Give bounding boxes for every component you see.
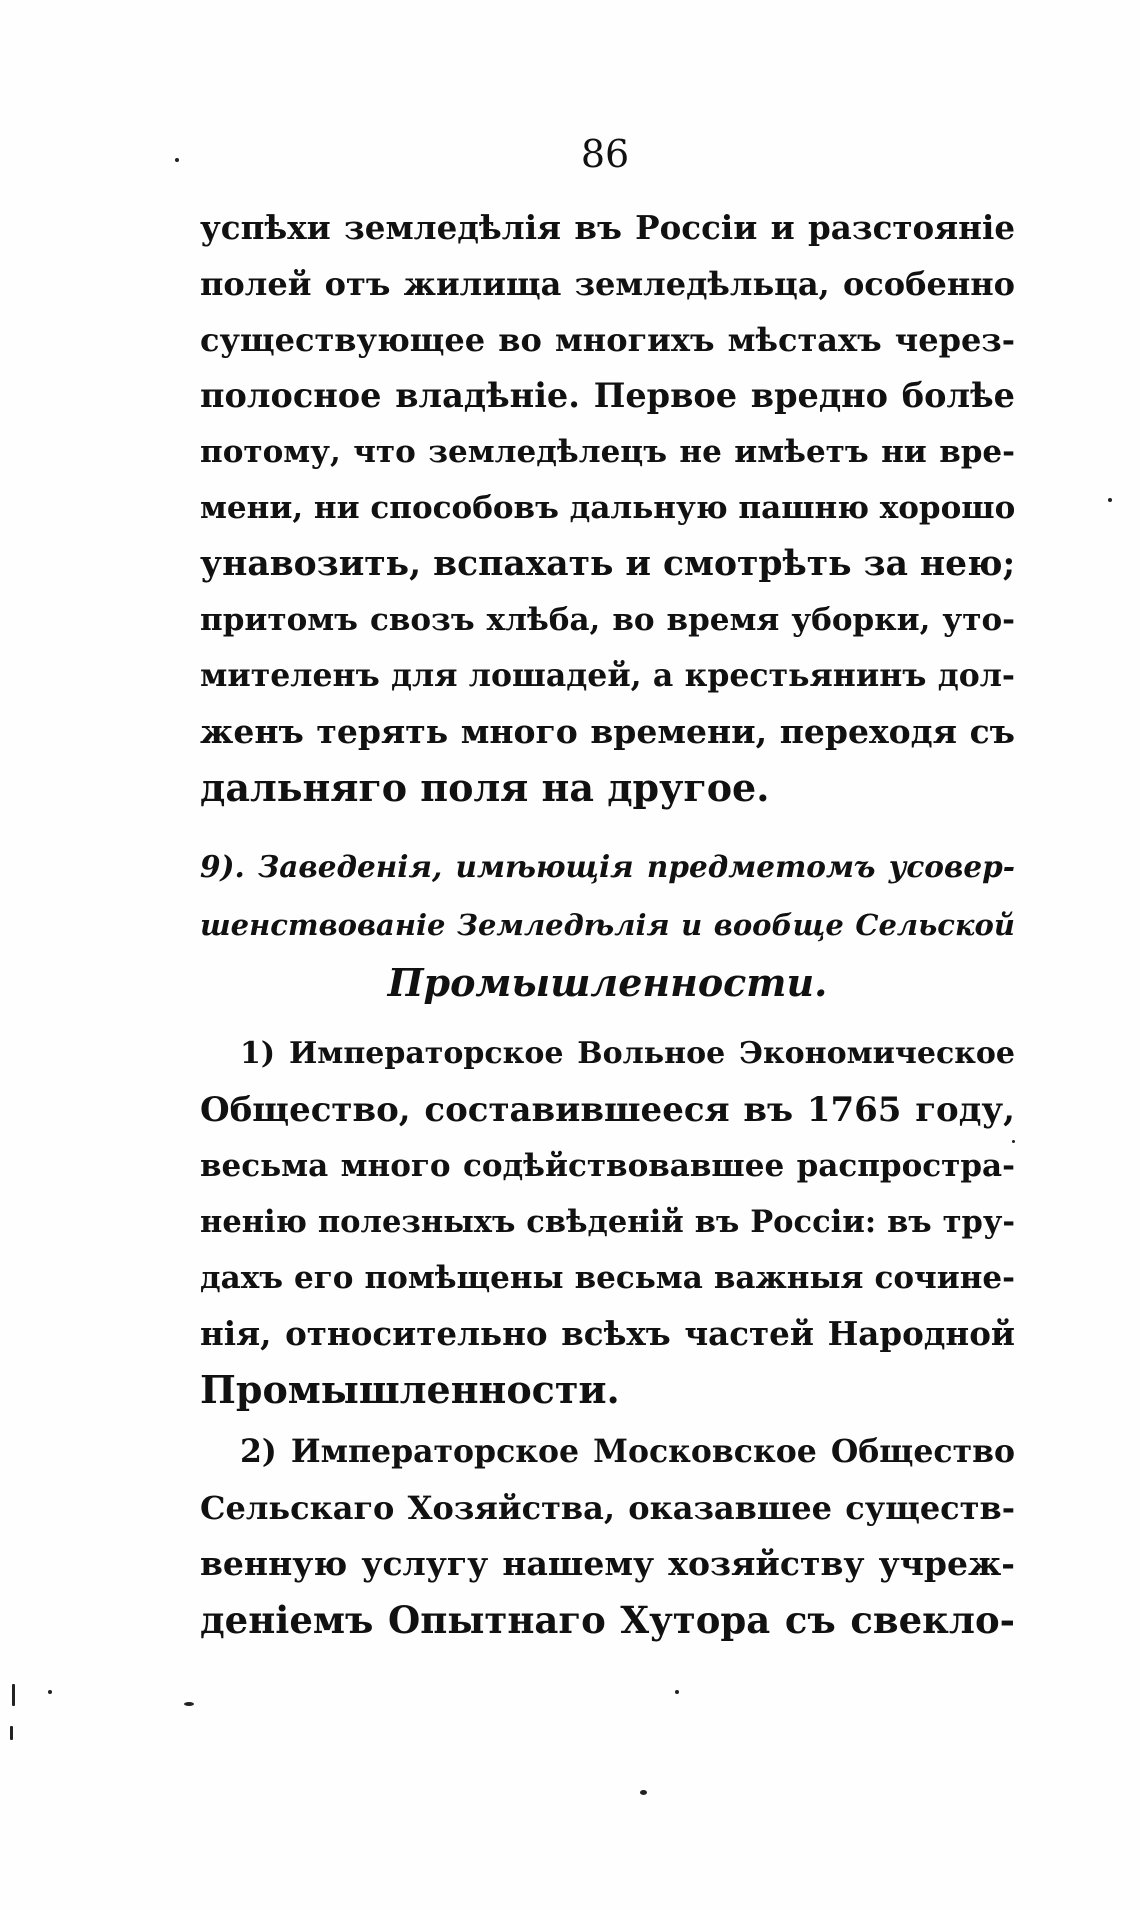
text-line: дальняго поля на другое. bbox=[200, 765, 770, 810]
scan-speck bbox=[640, 1790, 647, 1795]
page-number: 86 bbox=[580, 132, 630, 176]
text-line: притомъ свозъ хлѣба, во время уборки, уто- bbox=[200, 602, 1015, 638]
scan-speck bbox=[1012, 1140, 1015, 1143]
text-line: женъ терять много времени, переходя съ bbox=[200, 712, 1015, 751]
text-line: весьма много содѣйствовавшее распростра- bbox=[200, 1148, 1015, 1184]
text-line: венную услугу нашему хозяйству учреж- bbox=[200, 1544, 1015, 1583]
heading-line: шенствованіе Земледѣлія и вообще Сельской bbox=[200, 908, 1015, 942]
text-line: мени, ни способовъ дальную пашню хорошо bbox=[200, 490, 1016, 526]
text-line: успѣхи земледѣлія въ Россіи и разстояніе bbox=[200, 208, 1015, 247]
text-line: полей отъ жилища земледѣльца, особенно bbox=[200, 265, 1015, 303]
text-line: Сельскаго Хозяйства, оказавшее существ- bbox=[200, 1489, 1015, 1527]
section-heading bbox=[200, 838, 1015, 1012]
text-line: 2) Императорское Московское Общество bbox=[240, 1433, 1015, 1470]
heading-line: 9). Заведенія, имѣющія предметомъ усовер- bbox=[200, 849, 1015, 884]
heading-line: Промышленности. bbox=[387, 960, 828, 1005]
scan-speck bbox=[48, 1690, 52, 1694]
text-line: Промышленности. bbox=[200, 1367, 620, 1412]
scan-speck bbox=[675, 1690, 679, 1694]
text-line: дахъ его помѣщены весьма важныя сочине- bbox=[200, 1260, 1015, 1296]
paragraph-item-2 bbox=[200, 1424, 1015, 1648]
text-line: потому, что земледѣлецъ не имѣетъ ни вре- bbox=[200, 434, 1015, 470]
scan-speck bbox=[1108, 498, 1112, 502]
text-line: деніемъ Опытнаго Хутора съ свекло- bbox=[200, 1598, 1015, 1642]
text-line: унавозить, вспахать и смотрѣть за нею; bbox=[200, 544, 1016, 584]
text-line: нія, относительно всѣхъ частей Народной bbox=[200, 1314, 1015, 1353]
text-line: мителенъ для лошадей, а крестьянинъ дол- bbox=[200, 657, 1015, 694]
paragraph-continuation bbox=[200, 200, 1015, 816]
scan-speck bbox=[10, 1726, 13, 1740]
text-line: Общество, составившееся въ 1765 году, bbox=[200, 1090, 1015, 1130]
text-line: полосное владѣніе. Первое вредно болѣе bbox=[200, 376, 1015, 415]
scan-speck bbox=[175, 158, 179, 162]
text-line: ненію полезныхъ свѣденій въ Россіи: въ тру- bbox=[200, 1204, 1015, 1240]
text-line: существующее во многихъ мѣстахъ через- bbox=[200, 321, 1015, 359]
scan-speck bbox=[12, 1684, 15, 1706]
scan-speck bbox=[184, 1702, 194, 1706]
text-line: 1) Императорское Вольное Экономическое bbox=[240, 1036, 1015, 1071]
paragraph-item-1 bbox=[200, 1026, 1015, 1418]
